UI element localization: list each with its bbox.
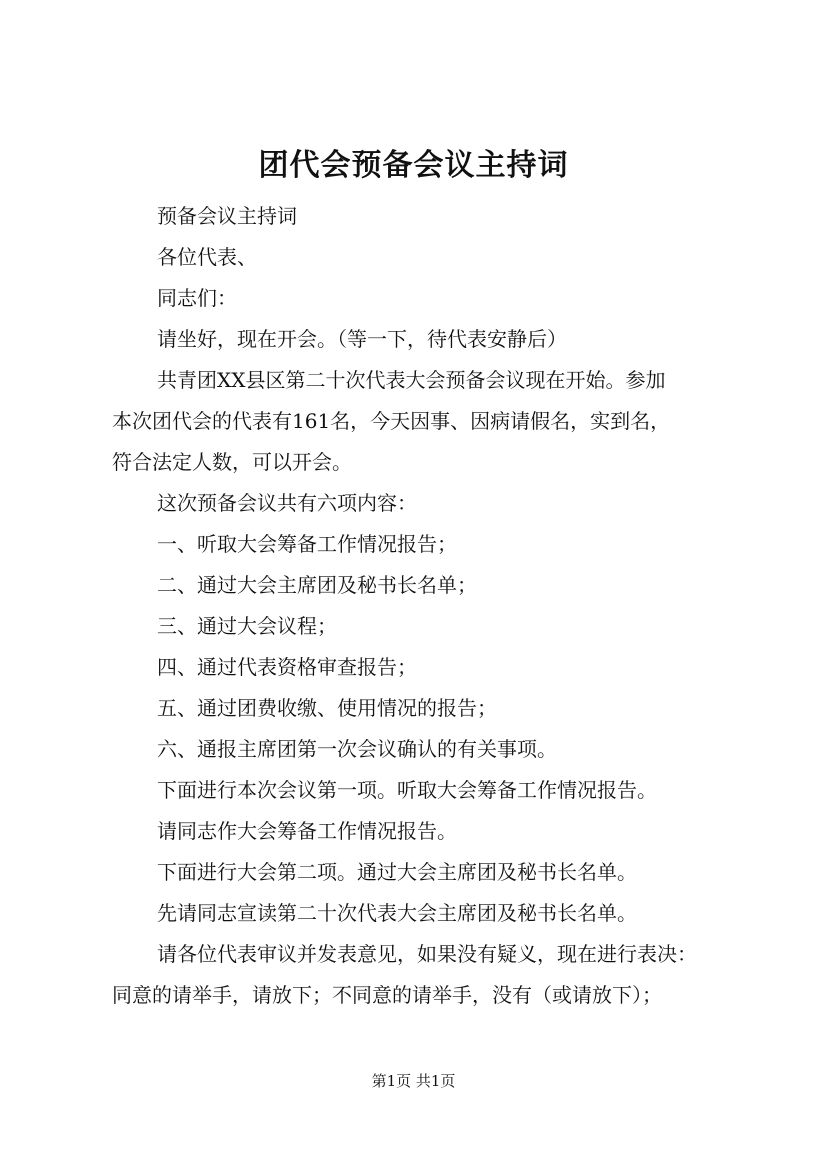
paragraph-meeting-start: [112, 360, 732, 483]
agenda-item-1: 一、听取大会筹备工作情况报告；: [157, 532, 457, 556]
agenda-item-2: 二、通过大会主席团及秘书长名单；: [157, 573, 477, 597]
agenda-item-4: 四、通过代表资格审查报告；: [157, 655, 417, 679]
paragraph-first-item: 下面进行本次会议第一项。听取大会筹备工作情况报告。: [157, 778, 657, 802]
paragraph-agenda-intro: 这次预备会议共有六项内容：: [157, 491, 417, 515]
paragraph-read-list: 先请同志宣读第二十次代表大会主席团及秘书长名单。: [157, 901, 637, 925]
paragraph-salutation-2: 同志们：: [157, 286, 237, 310]
page-footer: 第1页 共1页: [371, 1072, 456, 1090]
paragraph-open-meeting: 请坐好，现在开会。（等一下，待代表安静后）: [157, 327, 567, 351]
document-body: [112, 196, 732, 1016]
paragraph-vote: [112, 934, 732, 1016]
paragraph-second-item: 下面进行大会第二项。通过大会主席团及秘书长名单。: [157, 860, 637, 884]
paragraph-line: 请各位代表审议并发表意见，如果没有疑义，现在进行表决：: [157, 942, 697, 966]
paragraph-line: 共青团XX县区第二十次代表大会预备会议现在开始。参加: [157, 368, 666, 392]
paragraph-salutation-1: 各位代表、: [157, 245, 257, 269]
agenda-item-3: 三、通过大会议程；: [157, 614, 337, 638]
agenda-item-6: 六、通报主席团第一次会议确认的有关事项。: [157, 737, 557, 761]
paragraph-line: 符合法定人数，可以开会。: [112, 450, 352, 474]
paragraph-line: 本次团代会的代表有161名，今天因事、因病请假名，实到名，: [112, 409, 671, 433]
document-title: 团代会预备会议主持词: [258, 148, 569, 183]
paragraph-line: 同意的请举手，请放下；不同意的请举手，没有（或请放下）；: [112, 983, 662, 1007]
paragraph-heading: 预备会议主持词: [157, 204, 297, 228]
agenda-item-5: 五、通过团费收缴、使用情况的报告；: [157, 696, 497, 720]
paragraph-report-request: 请同志作大会筹备工作情况报告。: [157, 819, 457, 843]
